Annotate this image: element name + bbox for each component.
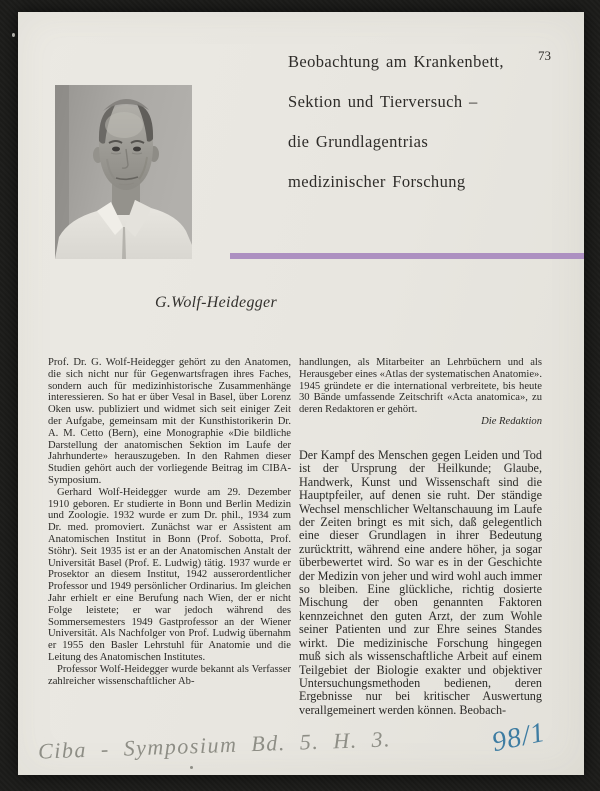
article-title bbox=[288, 42, 538, 202]
portrait-photo bbox=[55, 85, 192, 259]
article-paragraph: Der Kampf des Menschen gegen Leiden und Tod ist der Ursprung der Heilkunde; Glaube, Handwerk, Kunst und Wissenschaft sind die Hauptpfeiler, auf denen sie ruht. Der ständige Wechsel menschlicher Weltanschauung im Laufe der Zeiten bringt es mit sich, daß gelegentlich eine dieser Grundlagen in ihrer Bedeutung zurücktritt, während eine andere höher, ja sogar überbewertet wird. So war es in der Geschichte der Medizin von jeher und wird wohl auch immer so bleiben. Eine glückliche, richtig dosierte Mischung der oben genannten Faktoren kennzeichnet den guten Arzt, der zum Wohle seiner Patienten und zur Ehre seines Standes wirkt. Die medizinische Forschung hingegen muß sich als wissenschaftliche Arbeit auf einem Teilgebiet der Biologie exakter und objektiver Untersuchungsmethoden bedienen, deren Ergebnisse nur bei kritischer Auswertung verallgemeinert werden können. Beobach- bbox=[299, 448, 543, 717]
column-right-intro bbox=[299, 357, 542, 427]
bio-paragraph-continued: handlungen, als Mitarbeiter an Lehrbüchern und als Herausgeber eines «Atlas der systematischen Anatomie». 1945 gründete er die international verbreitete, bis heute 30 Bände umfassende Zeitschrift «Acta anatomica», zu deren Redaktoren er gehört. bbox=[299, 357, 542, 416]
bio-paragraph-2: Gerhard Wolf-Heidegger wurde am 29. Dezember 1910 geboren. Er studierte in Bonn und Berlin Medizin und Zoologie. 1932 wurde er zum Dr. phil., 1934 zum Dr. med. promoviert. Zunächst war er Assistent am Anatomischen Institut in Bonn (Prof. Sobotta, Prof. Stöhr). Seit 1935 ist er an der Anatomischen Anstalt der Universität Basel (Prof. E. Ludwig) tätig. 1937 wurde er Prosektor an diesem Institut, 1942 ausserordentlicher Professor und 1949 persönlicher Ordinarius. Im gleichen Jahr erhielt er eine Berufung nach Wien, der er nicht Folge leistete; er war jedoch während des Sommersemesters 1949 Gastprofessor an der Wiener Universität. Als Nachfolger von Prof. Ludwig übernahm er 1955 den Basler Lehrstuhl für Anatomie und die Leitung des Anatomischen Institutes. bbox=[48, 486, 291, 663]
handwritten-note-pencil: Ciba - Symposium Bd. 5. H. 3. bbox=[37, 726, 392, 764]
pencil-dot bbox=[190, 766, 193, 769]
handwritten-note-blue: 98/1 bbox=[489, 716, 549, 759]
author-caption: G.Wolf-Heidegger bbox=[155, 294, 277, 311]
article-title-line-3: die Grundlagentrias bbox=[288, 132, 429, 151]
article-body bbox=[299, 449, 542, 717]
bio-paragraph-1: Prof. Dr. G. Wolf-Heidegger gehört zu den Anatomen, die sich nicht nur für Gegenwartsfragen ihres Faches, sondern auch für medizinhistorische Zusammenhänge interessieren. So hat er über Vesal in Basel, über Lorenz Oken usw. publiziert und widmet sich seit einiger Zeit der Aufgabe, gemeinsam mit der Kunsthistorikerin Dr. A. M. Cetto (Bern), eine Monographie «Die bildliche Darstellung der anatomischen Sektion im Laufe der Jahrhunderte» herauszugeben. In den Rahmen dieser Studien gehört auch der vorliegende Beitrag im CIBA-Symposium. bbox=[48, 357, 291, 486]
bio-paragraph-3: Professor Wolf-Heidegger wurde bekannt als Verfasser zahlreicher wissenschaftlicher Ab- bbox=[48, 663, 291, 687]
accent-rule bbox=[230, 253, 584, 259]
article-title-line-2: Sektion und Tierversuch – bbox=[288, 92, 478, 111]
dust-speck bbox=[12, 33, 15, 37]
magazine-page bbox=[18, 12, 584, 775]
editorial-signature: Die Redaktion bbox=[481, 416, 542, 427]
page-number: 73 bbox=[538, 48, 551, 63]
column-left bbox=[48, 357, 291, 687]
article-title-line-4: medizinischer Forschung bbox=[288, 172, 466, 191]
article-title-line-1: Beobachtung am Krankenbett, bbox=[288, 52, 504, 71]
